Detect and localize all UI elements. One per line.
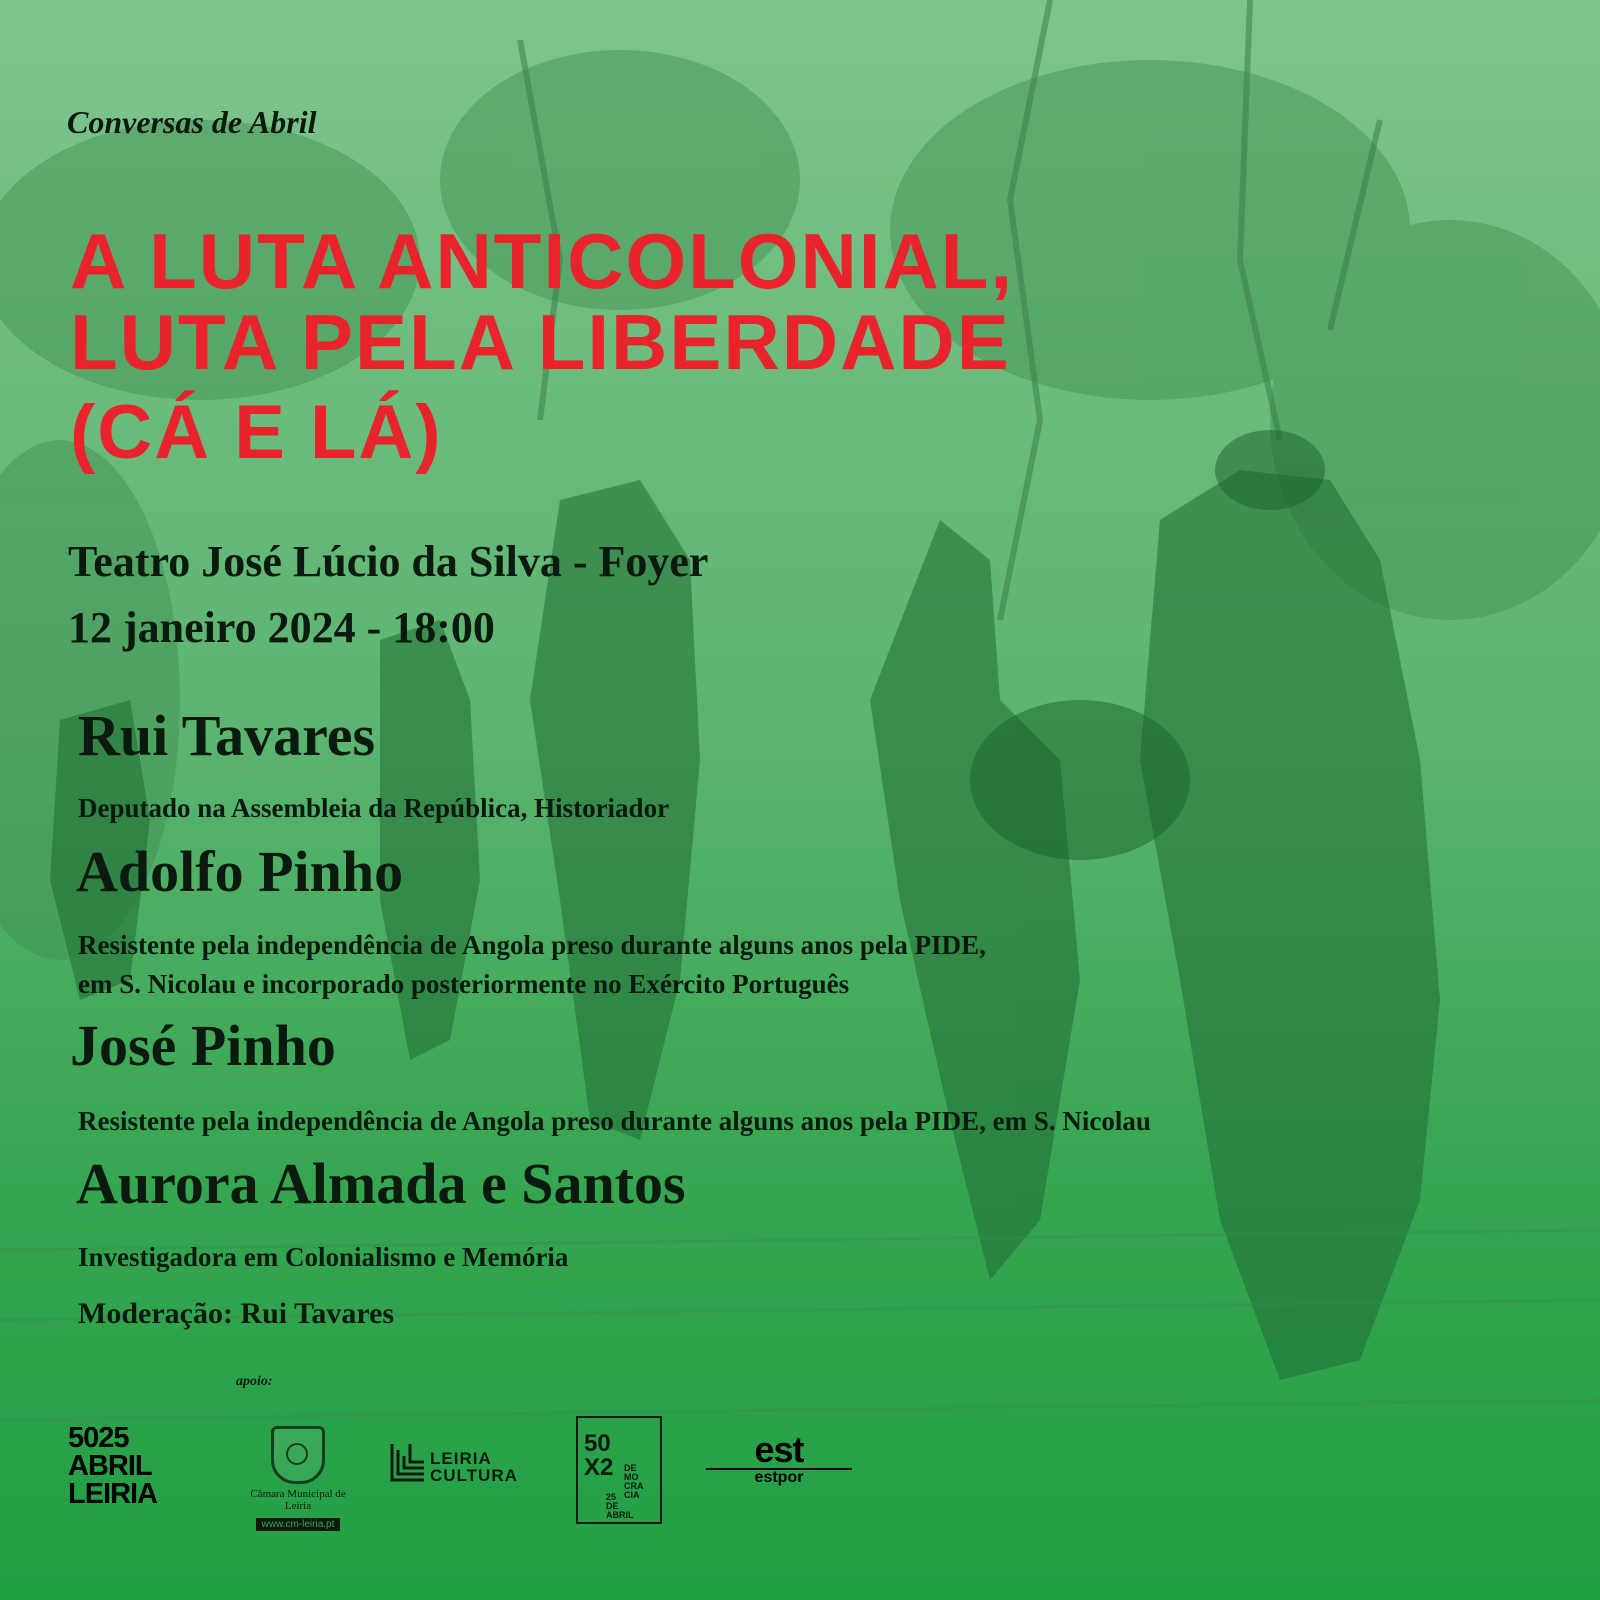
logo-text: estpor	[706, 1468, 852, 1486]
leiria-cultura-logo	[388, 1440, 528, 1496]
logo-text: MO	[624, 1472, 639, 1482]
estpor-logo	[706, 1429, 852, 1486]
speaker-role: Resistente pela independência de Angola preso durante alguns anos pela PIDE, em S. Nicolau	[78, 1106, 1151, 1136]
speaker-role: Investigadora em Colonialismo e Memória	[78, 1242, 569, 1272]
50x2-democracia-logo	[576, 1416, 662, 1524]
logo-text: LEIRIA	[68, 1478, 158, 1510]
logo-text: CULTURA	[430, 1466, 518, 1485]
logo-text: Câmara Municipal de Leiria	[250, 1488, 346, 1512]
logo-text: 50	[584, 1430, 611, 1457]
camara-municipal-leiria-logo	[236, 1426, 360, 1531]
speaker-name: Rui Tavares	[78, 703, 376, 768]
abril-5025-leiria-logo	[68, 1424, 166, 1508]
logo-text: ABRIL	[606, 1510, 634, 1520]
logo-text: LEIRIA	[430, 1449, 492, 1468]
speaker-name: Adolfo Pinho	[76, 839, 404, 904]
event-datetime: 12 janeiro 2024 - 18:00	[68, 603, 495, 652]
logo-text: DE	[624, 1463, 637, 1473]
event-title-line-3: (CÁ E LÁ)	[70, 390, 443, 475]
speaker-role: em S. Nicolau e incorporado posteriormente no Exército Português	[78, 969, 850, 999]
logo-text: ABRIL	[68, 1450, 152, 1482]
speaker-role: Resistente pela independência de Angola preso durante alguns anos pela PIDE,	[78, 930, 986, 960]
logo-text: CIA	[624, 1490, 640, 1500]
event-title-line-1: A LUTA ANTICOLONIAL,	[70, 217, 1015, 305]
speaker-role: Deputado na Assembleia da República, Historiador	[78, 793, 670, 823]
coat-of-arms-icon	[271, 1426, 325, 1484]
event-title-line-2: LUTA PELA LIBERDADE	[70, 298, 1011, 386]
logo-text: CRA	[624, 1481, 644, 1491]
logo-text: 5025	[68, 1422, 129, 1454]
speaker-name: Aurora Almada e Santos	[76, 1151, 686, 1216]
speaker-name: José Pinho	[70, 1013, 336, 1078]
moderation: Moderação: Rui Tavares	[78, 1297, 395, 1330]
logo-url: www.cm-leiria.pt	[256, 1518, 341, 1531]
leiria-cultura-mark-icon	[388, 1440, 428, 1484]
venue: Teatro José Lúcio da Silva - Foyer	[68, 537, 709, 586]
logo-text: est	[754, 1429, 804, 1470]
logo-text: X2	[584, 1454, 614, 1481]
logo-text: DE	[606, 1501, 619, 1511]
support-label: apoio:	[236, 1374, 273, 1389]
logo-text: 25	[606, 1492, 617, 1502]
series-title: Conversas de Abril	[67, 104, 317, 140]
